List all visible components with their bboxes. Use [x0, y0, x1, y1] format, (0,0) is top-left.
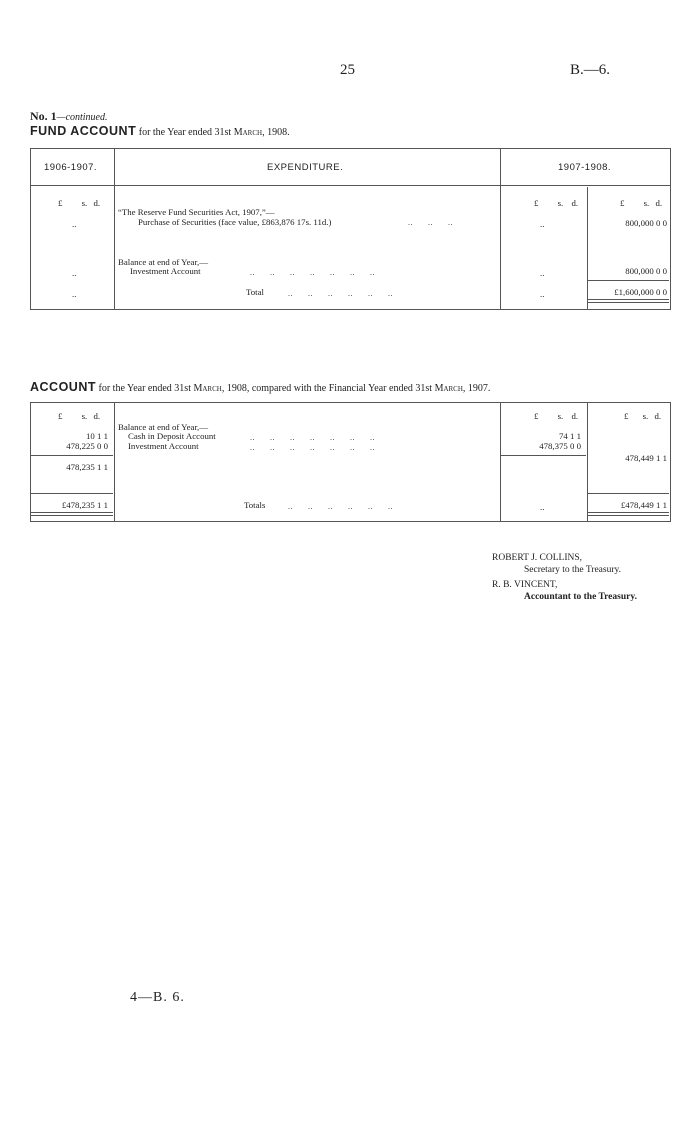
signature-block-secretary	[492, 552, 621, 576]
prior-value: ..	[72, 289, 77, 299]
item-detail: Investment Account	[130, 266, 201, 276]
section-heading	[30, 109, 108, 124]
currency-header-sub	[534, 411, 578, 422]
second-account-title-mid: , 1908, compared with the Financial Year ended 31st	[221, 383, 433, 394]
document-reference: B.—6.	[570, 62, 611, 78]
leader-dots: .. .. .. .. .. ..	[288, 502, 393, 511]
second-account-title-text: for the Year ended 31st	[98, 383, 191, 394]
leader-dots: .. .. ..	[408, 218, 453, 227]
fund-account-title-text: for the Year ended 31st	[138, 127, 232, 138]
signatory-title: Secretary to the Treasury.	[524, 565, 621, 575]
sub-value: 478,375 0 0	[539, 441, 581, 451]
shilling-label: s.	[557, 198, 564, 208]
pound-label: £	[624, 411, 629, 421]
second-account-title-month2: March	[434, 383, 463, 394]
prior-value: ..	[72, 219, 77, 229]
total-value: 800,000 0 0	[625, 266, 667, 276]
table-header-prior-year: 1906-1907.	[44, 162, 98, 173]
totals-label: Totals	[244, 500, 266, 510]
currency-header-sub	[534, 198, 578, 209]
signature-block-accountant	[492, 579, 637, 603]
current-grand-total: £478,449 1 1	[620, 500, 667, 510]
pence-label: d.	[655, 198, 663, 208]
item-detail: Purchase of Securities (face value, £863,876 17s. 11d.)	[138, 217, 332, 227]
pence-label: d.	[93, 411, 101, 421]
balance-heading: Balance at end of Year,—	[118, 422, 209, 432]
prior-value: 478,225 0 0	[66, 441, 108, 451]
table-header-current-year: 1907-1908.	[558, 162, 612, 173]
page-signature-mark: 4—B. 6.	[130, 990, 185, 1005]
grand-total-value: £1,600,000 0 0	[614, 287, 667, 297]
pence-label: d.	[654, 411, 662, 421]
signatory-name: R. B. VINCENT,	[492, 580, 558, 590]
pound-label: £	[620, 198, 625, 208]
currency-header-total	[624, 411, 661, 422]
pound-label: £	[534, 411, 539, 421]
prior-grand-total: £478,235 1 1	[61, 500, 108, 510]
sub-value: ..	[540, 219, 545, 229]
fund-account-title-bold: FUND ACCOUNT	[30, 124, 137, 138]
signatory-title: Accountant to the Treasury.	[524, 592, 637, 602]
sub-value: ..	[540, 268, 545, 278]
leader-dots: .. .. .. .. .. .. ..	[250, 433, 375, 442]
item-heading: “The Reserve Fund Securities Act, 1907,”—	[118, 207, 275, 217]
second-account-title-bold: ACCOUNT	[30, 380, 96, 394]
currency-header-prior	[58, 198, 100, 209]
shilling-label: s.	[81, 411, 88, 421]
sub-value: ..	[540, 289, 545, 299]
fund-account-title-year: , 1908.	[262, 127, 290, 138]
pound-label: £	[58, 411, 63, 421]
sub-value: ..	[540, 502, 545, 512]
pound-label: £	[534, 198, 539, 208]
fund-account-title-month: March	[233, 127, 263, 138]
shilling-label: s.	[643, 198, 650, 208]
currency-header-total	[620, 198, 662, 209]
sub-value: 74 1 1	[559, 431, 581, 441]
leader-dots: .. .. .. .. .. ..	[288, 289, 393, 298]
current-total: 478,449 1 1	[625, 453, 667, 463]
shilling-label: s.	[557, 411, 564, 421]
pence-label: d.	[571, 198, 579, 208]
pound-label: £	[58, 198, 63, 208]
page-number: 25	[340, 62, 355, 78]
section-continued: —continued.	[56, 112, 108, 123]
shilling-label: s.	[642, 411, 649, 421]
second-account-title-year: , 1907.	[462, 383, 491, 394]
pence-label: d.	[571, 411, 579, 421]
second-account-title-month: March	[193, 383, 222, 394]
total-label: Total	[246, 287, 264, 297]
table-header-expenditure: EXPENDITURE.	[267, 162, 344, 173]
section-number: No. 1	[30, 109, 57, 123]
leader-dots: .. .. .. .. .. .. ..	[250, 268, 375, 277]
signatory-name: ROBERT J. COLLINS,	[492, 553, 583, 563]
row-label: Investment Account	[128, 441, 199, 451]
currency-header-prior	[58, 411, 100, 422]
row-label: Cash in Deposit Account	[128, 431, 216, 441]
second-account-title	[30, 380, 490, 394]
item-heading: Balance at end of Year,—	[118, 257, 209, 267]
total-value: 800,000 0 0	[625, 218, 667, 228]
prior-value: 10 1 1	[86, 431, 108, 441]
prior-subtotal: 478,235 1 1	[66, 462, 108, 472]
prior-value: ..	[72, 268, 77, 278]
shilling-label: s.	[81, 198, 88, 208]
fund-account-title	[30, 124, 290, 138]
pence-label: d.	[93, 198, 101, 208]
leader-dots: .. .. .. .. .. .. ..	[250, 443, 375, 452]
